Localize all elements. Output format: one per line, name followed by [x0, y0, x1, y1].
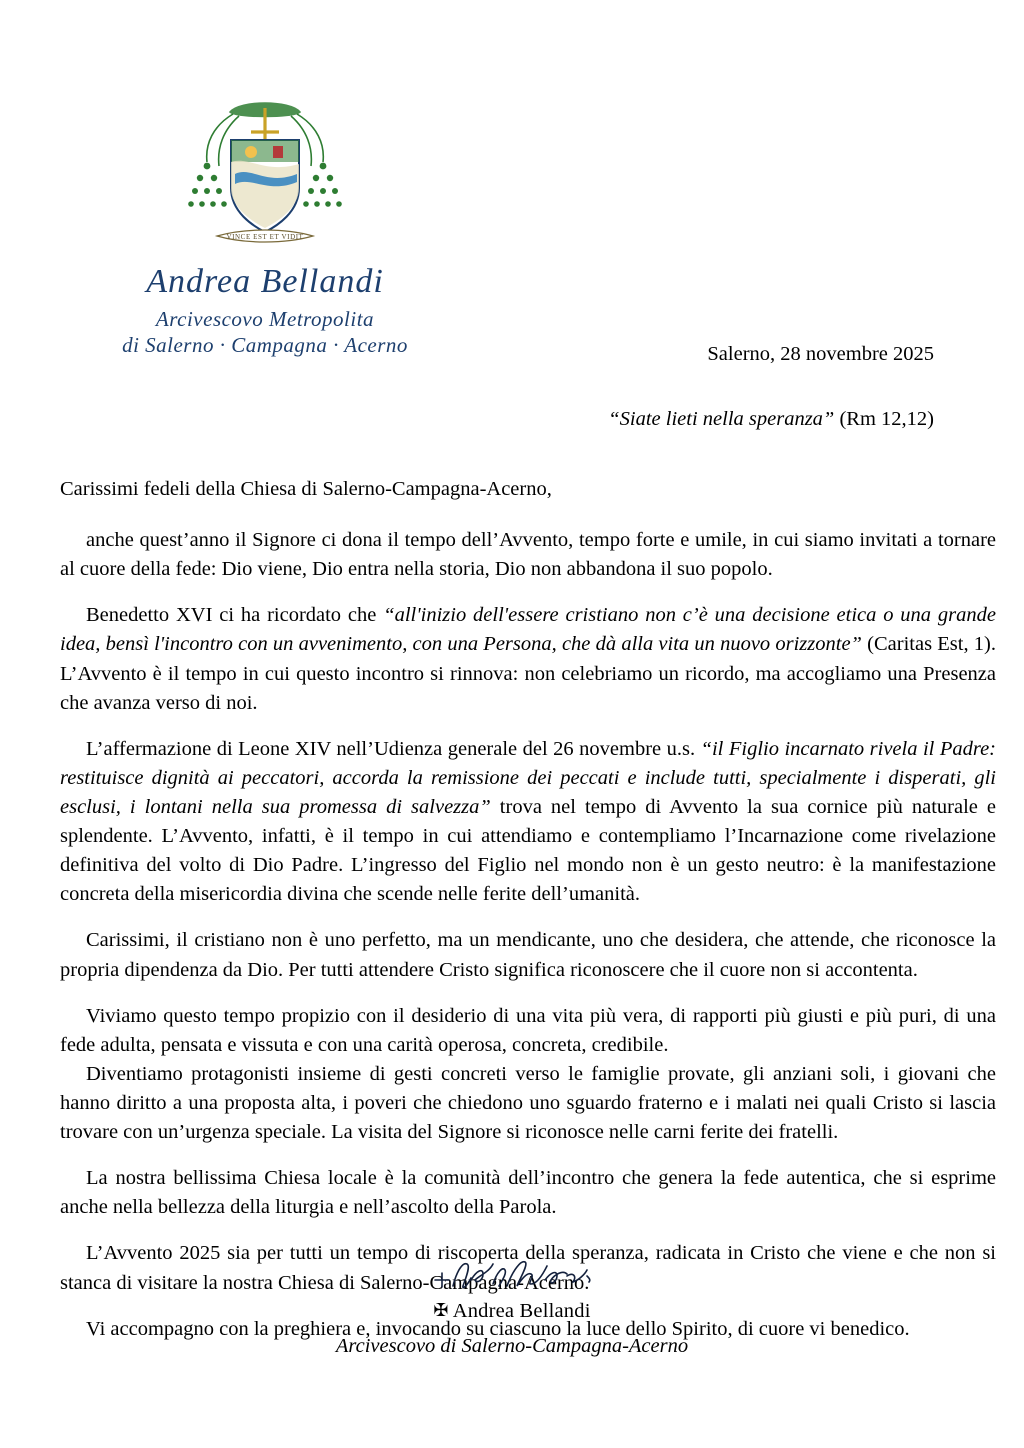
epigraph [608, 408, 934, 431]
paragraph-9: Vi accompagno con la preghiera e, invocando su ciascuno la luce dello Spirito, di cuore vi benedico. [86, 1317, 910, 1340]
paragraph-2 [60, 601, 996, 717]
paragraph-2-part-a: Benedetto XVI ci ha ricordato che [86, 604, 384, 627]
paragraph-3-part-b: trova nel tempo di Avvento la sua cornice più naturale e splendente. L’Avvento, infatti, è il tempo in cui attendiamo e contempliamo l’Incarnazione come rivelazione definitiva del volto di Dio Padre. L’ingresso del Figlio nel mondo non è un gesto neutro: è la manifestazione concreta della misericordia divina che scende nelle ferite dell’umanità. [60, 795, 996, 906]
epigraph-reference: (Rm 12,12) [834, 408, 934, 430]
paragraph-8: L’Avvento 2025 sia per tutti un tempo di riscoperta della speranza, radicata in Cristo che viene e che non si stanca di visitare la nostra Chiesa di Salerno-Campagna-Acerno. [60, 1242, 996, 1294]
signature-name-text: Andrea Bellandi [452, 1300, 591, 1322]
paragraph-3-part-a: L’affermazione di Leone XIV nell’Udienza generale del 26 novembre u.s. [86, 737, 701, 760]
paragraph-6: Diventiamo protagonisti insieme di gesti concreti verso le famiglie provate, gli anziani soli, i giovani che hanno diritto a una proposta alta, i poveri che chiedono uno sguardo fraterno e i malati nei quali Cristo si lascia trovare con un’urgenza speciale. La visita del Signore si riconosce nelle carni ferite dei fratelli. [60, 1062, 996, 1144]
paragraph-5: Viviamo questo tempo propizio con il desiderio di una vita più vera, di rapporti più giusti e più puri, di una fede adulta, pensata e vissuta e con una carità operosa, concreta, credibile. [60, 1004, 996, 1056]
handwritten-signature-icon [0, 1250, 1024, 1298]
coat-of-arms-icon [165, 70, 365, 260]
place-and-date: Salerno, 28 novembre 2025 [707, 343, 934, 365]
paragraph-2-quote: “all'inizio dell'essere cristiano non c’è una decisione etica o una grande idea, bensì l'incontro con un avvenimento, con una Persona, che dà alla vita un nuovo orizzonte” [60, 604, 996, 656]
paragraph-2-part-b: (Caritas Est, 1). L’Avvento è il tempo in cui questo incontro si rinnova: non celebriamo un ricordo, ma accogliamo una Presenza che avanza verso di noi. [60, 633, 996, 714]
epigraph-quote: “Siate lieti nella speranza” [608, 408, 835, 430]
letter-body [60, 475, 996, 1361]
letterhead [100, 70, 430, 358]
signature-block [0, 1250, 1024, 1358]
episcopal-cross-icon: ✠ [433, 1300, 449, 1321]
paragraph-3-quote: “il Figlio incarnato rivela il Padre: restituisce dignità ai peccatori, accorda la remissione dei peccati e include tutti, specialmente i disperati, gli esclusi, i lontani nella sua promessa di salvezza” [60, 737, 996, 818]
paragraph-4: Carissimi, il cristiano non è uno perfetto, ma un mendicante, uno che desidera, che attende, che riconosce la propria dipendenza da Dio. Per tutti attendere Cristo significa riconoscere che il cuore non si accontenta. [60, 929, 996, 981]
letterhead-subtitle-line2: di Salerno · Campagna · Acerno [122, 332, 408, 357]
letterhead-name: Andrea Bellandi [146, 263, 384, 300]
signature-title: Arcivescovo di Salerno-Campagna-Acerno [335, 1335, 689, 1357]
salutation: Carissimi fedeli della Chiesa di Salerno-Campagna-Acerno, [60, 478, 552, 500]
signature-name [0, 1300, 1024, 1323]
paragraph-1: anche quest’anno il Signore ci dona il tempo dell’Avvento, tempo forte e umile, in cui siamo invitati a tornare al cuore della fede: Dio viene, Dio entra nella storia, Dio non abbandona il suo popolo. [60, 529, 996, 581]
paragraph-7: La nostra bellissima Chiesa locale è la comunità dell’incontro che genera la fede autentica, che si esprime anche nella bellezza della liturgia e nell’ascolto della Parola. [60, 1167, 996, 1219]
letterhead-subtitle-line1: Arcivescovo Metropolita [155, 306, 375, 331]
paragraph-3 [60, 735, 996, 910]
coat-of-arms-motto: VINCE EST ET VIDIT [226, 233, 304, 241]
